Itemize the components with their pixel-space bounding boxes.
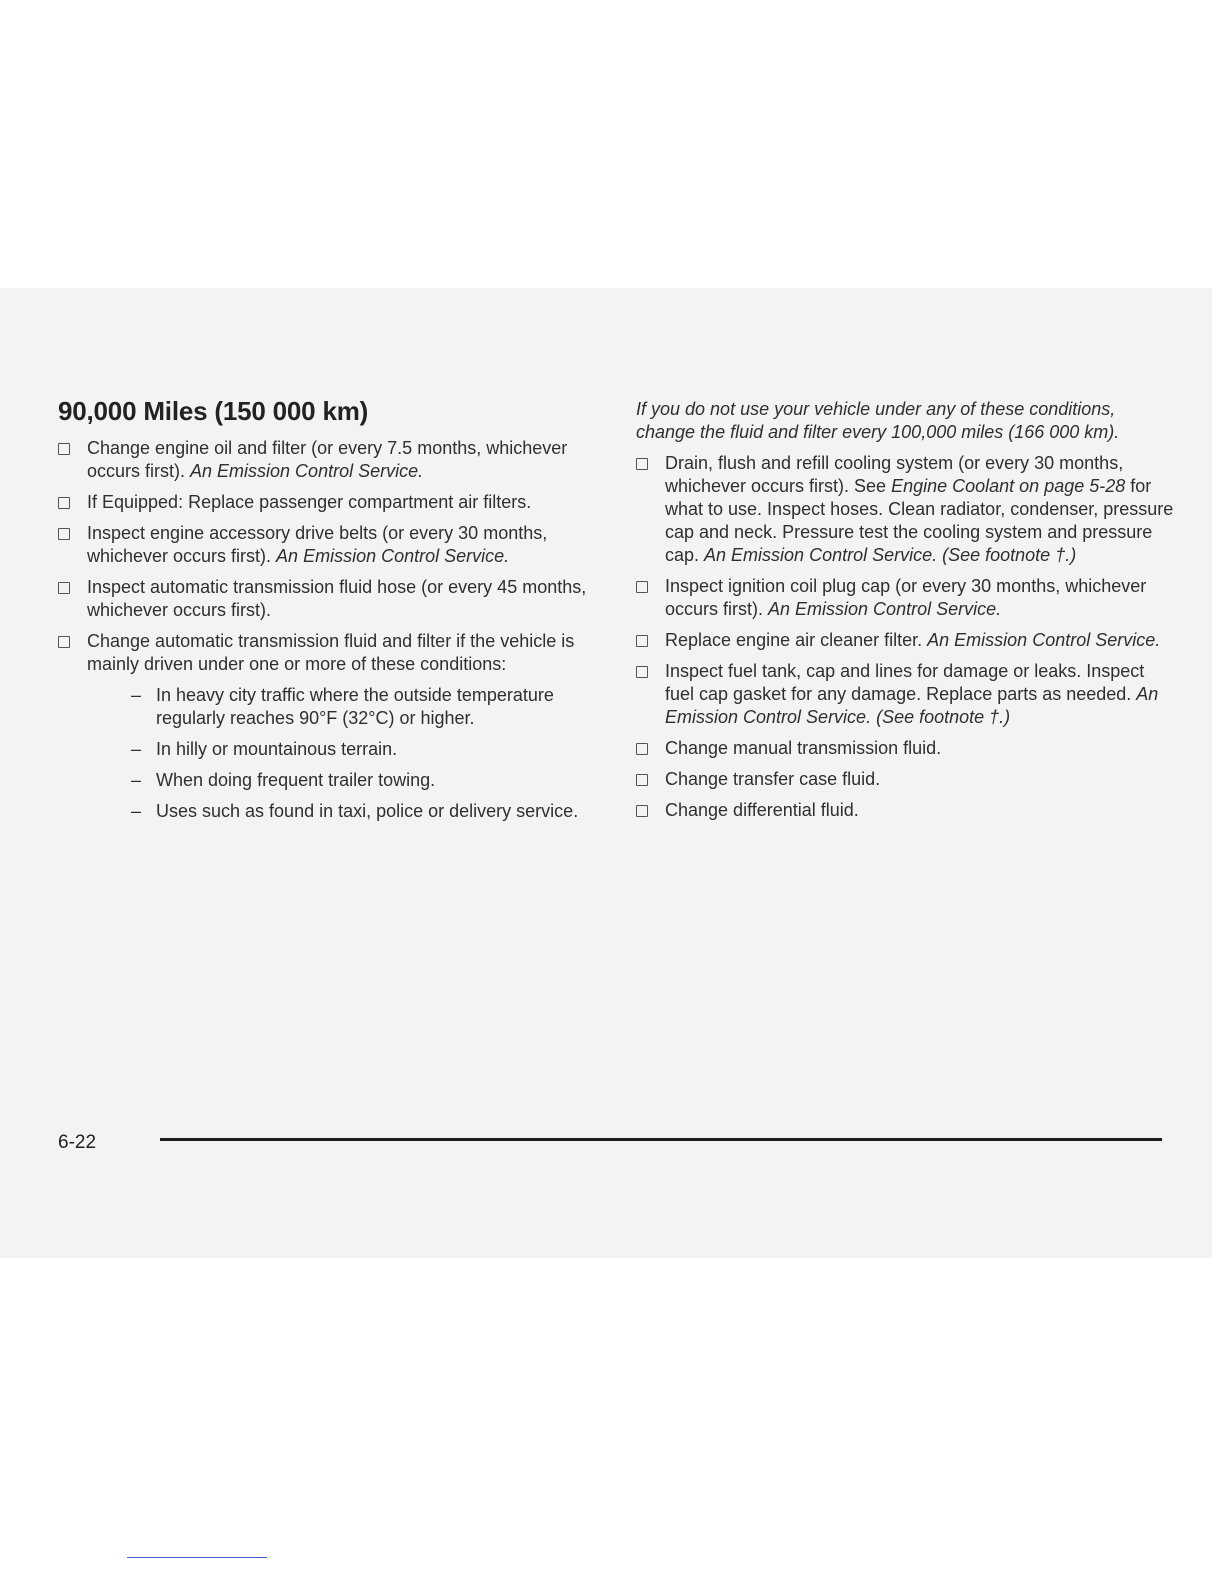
checkbox-icon	[58, 528, 70, 540]
item-emphasis: An Emission Control Service.	[927, 630, 1161, 650]
left-checklist	[58, 437, 598, 823]
item-text: Change engine oil and filter (or every 7.5 months, whichever occurs first).	[87, 438, 568, 481]
dash-bullet-icon: –	[131, 770, 142, 790]
item-emphasis: An Emission Control Service.	[276, 546, 510, 566]
checklist-item	[636, 660, 1176, 729]
right-intro: If you do not use your vehicle under any of these conditions, change the fluid and filter every 100,000 miles (166 000 km).	[636, 399, 1120, 442]
condition-text: When doing frequent trailer towing.	[156, 770, 436, 790]
checkbox-icon	[636, 458, 648, 470]
item-text: Change automatic transmission fluid and filter if the vehicle is mainly driven under one or more of these conditions:	[87, 631, 575, 674]
right-checklist	[636, 452, 1176, 822]
item-emphasis: An Emission Control Service.	[768, 599, 1002, 619]
checkbox-icon	[58, 443, 70, 455]
item-text: Inspect engine accessory drive belts (or every 30 months, whichever occurs first).	[87, 523, 548, 566]
checkbox-icon	[636, 666, 648, 678]
right-column	[636, 398, 1176, 830]
condition-text: Uses such as found in taxi, police or delivery service.	[156, 801, 579, 821]
item-text-continued: for what to use. Inspect hoses. Clean radiator, condenser, pressure cap and neck. Pressure test the cooling system and pressure cap.	[665, 476, 1174, 565]
item-text: Drain, flush and refill cooling system (or every 30 months, whichever occurs first). See	[665, 453, 1124, 496]
condition-list	[87, 684, 598, 823]
checklist-item	[58, 576, 598, 622]
dash-bullet-icon: –	[131, 801, 142, 821]
item-text: Change transfer case fluid.	[665, 769, 881, 789]
dash-bullet-icon: –	[131, 685, 142, 705]
condition-item	[127, 800, 598, 823]
condition-text: In hilly or mountainous terrain.	[156, 739, 398, 759]
item-emphasis: An Emission Control Service.	[190, 461, 424, 481]
item-text: Inspect fuel tank, cap and lines for damage or leaks. Inspect fuel cap gasket for any damage. Replace parts as needed.	[665, 661, 1145, 704]
condition-item	[127, 769, 598, 792]
checklist-item	[58, 491, 598, 514]
item-text: Change manual transmission fluid.	[665, 738, 942, 758]
bottom-link-underline[interactable]	[127, 1557, 267, 1558]
checklist-item	[58, 522, 598, 568]
item-text: Change differential fluid.	[665, 800, 859, 820]
checklist-item	[58, 630, 598, 823]
condition-item	[127, 738, 598, 761]
checkbox-icon	[636, 635, 648, 647]
item-text: Inspect automatic transmission fluid hose (or every 45 months, whichever occurs first).	[87, 577, 587, 620]
checkbox-icon	[636, 774, 648, 786]
checklist-item	[636, 737, 1176, 760]
checkbox-icon	[58, 497, 70, 509]
checkbox-icon	[58, 582, 70, 594]
checklist-item	[636, 768, 1176, 791]
item-emphasis: An Emission Control Service. (See footnote †.)	[704, 545, 1077, 565]
checkbox-icon	[636, 805, 648, 817]
item-text: Inspect ignition coil plug cap (or every 30 months, whichever occurs first).	[665, 576, 1147, 619]
checklist-item	[636, 799, 1176, 822]
footer-divider	[160, 1138, 1162, 1141]
dash-bullet-icon: –	[131, 739, 142, 759]
checkbox-icon	[58, 636, 70, 648]
condition-text: In heavy city traffic where the outside temperature regularly reaches 90°F (32°C) or higher.	[156, 685, 554, 728]
section-title: 90,000 Miles (150 000 km)	[58, 396, 369, 426]
checklist-item	[636, 629, 1176, 652]
condition-item	[127, 684, 598, 730]
item-text: Replace engine air cleaner filter.	[665, 630, 928, 650]
checklist-item	[636, 452, 1176, 567]
checklist-item	[58, 437, 598, 483]
checkbox-icon	[636, 581, 648, 593]
checklist-item	[636, 575, 1176, 621]
left-column	[58, 396, 598, 831]
page-number: 6-22	[58, 1132, 97, 1153]
checkbox-icon	[636, 743, 648, 755]
item-emphasis: An Emission Control Service. (See footnote †.)	[665, 684, 1159, 727]
item-text: If Equipped: Replace passenger compartment air filters.	[87, 492, 532, 512]
page-reference: Engine Coolant on page 5-28	[891, 476, 1126, 496]
